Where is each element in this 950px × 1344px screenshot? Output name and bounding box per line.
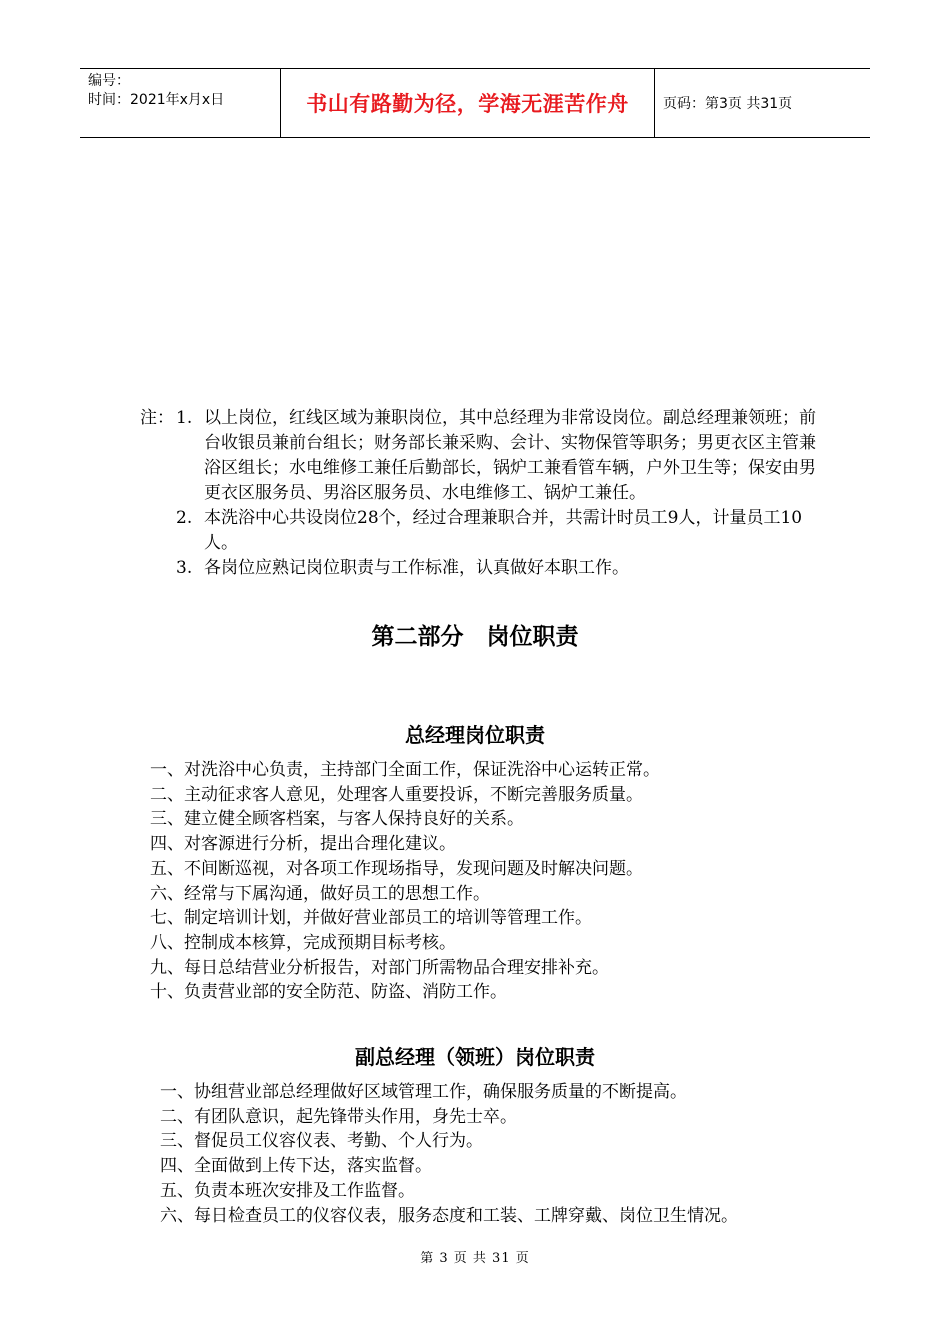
note-text: 以上岗位，红线区域为兼职岗位，其中总经理为非常设岗位。副总经理兼领班；前台收银员兼前台组长；财务部长兼采购、会计、实物保管等职务；男更衣区主管兼浴区组长；水电维修工兼任后勤部长，锅炉工兼看管车辆，户外卫生等；保安由男更衣区服务员、男浴区服务员、水电维修工、锅炉工兼任。 [204,408,816,503]
note-number: 2. [176,508,193,528]
notes-block [140,406,820,581]
list-item: 六、经常与下属沟通，做好员工的思想工作。 [150,883,490,904]
vgm-duties-title: 副总经理（领班）岗位职责 [355,1045,595,1069]
list-item: 四、对客源进行分析，提出合理化建议。 [150,834,456,855]
list-item: 四、全面做到上传下达，落实监督。 [160,1156,432,1177]
gm-duties-list [150,758,660,1005]
note-prefix: 注： [140,408,174,428]
header-meta [80,69,280,137]
note-item [140,406,820,506]
page-header [80,68,870,138]
gm-duties-title: 总经理岗位职责 [405,723,545,747]
header-page-label: 页码：第3页 共31页 [663,96,793,112]
vgm-duties-list [160,1080,738,1228]
note-number: 3. [176,558,193,578]
note-item [140,556,820,581]
header-time-label: 时间：2021年x月x日 [88,92,225,108]
list-item: 十、负责营业部的安全防范、防盗、消防工作。 [150,982,507,1003]
note-number: 1. [176,408,193,428]
part-title: 第二部分 岗位职责 [371,624,579,650]
note-text: 各岗位应熟记岗位职责与工作标准，认真做好本职工作。 [204,558,629,578]
list-item: 五、不间断巡视，对各项工作现场指导，发现问题及时解决问题。 [150,858,643,879]
list-item: 七、制定培训计划，并做好营业部员工的培训等管理工作。 [150,908,592,929]
list-item: 三、建立健全顾客档案，与客人保持良好的关系。 [150,809,524,830]
list-item: 五、负责本班次安排及工作监督。 [160,1180,415,1201]
header-number-label: 编号： [88,73,130,89]
list-item: 八、控制成本核算，完成预期目标考核。 [150,932,456,953]
list-item: 九、每日总结营业分析报告，对部门所需物品合理安排补充。 [150,957,609,978]
page-footer: 第 3 页 共 31 页 [420,1251,530,1266]
header-motto: 书山有路勤为径，学海无涯苦作舟 [280,69,655,137]
list-item: 一、协组营业部总经理做好区域管理工作，确保服务质量的不断提高。 [160,1082,687,1102]
list-item: 一、对洗浴中心负责，主持部门全面工作，保证洗浴中心运转正常。 [150,760,660,780]
list-item: 三、督促员工仪容仪表、考勤、个人行为。 [160,1131,483,1152]
note-text: 本洗浴中心共设岗位28个，经过合理兼职合并，共需计时员工9人，计量员工10人。 [204,508,803,553]
note-item [140,506,820,556]
list-item: 六、每日检查员工的仪容仪表，服务态度和工装、工牌穿戴、岗位卫生情况。 [160,1205,738,1226]
list-item: 二、有团队意识，起先锋带头作用，身先士卒。 [160,1106,517,1127]
list-item: 二、主动征求客人意见，处理客人重要投诉，不断完善服务质量。 [150,784,643,805]
